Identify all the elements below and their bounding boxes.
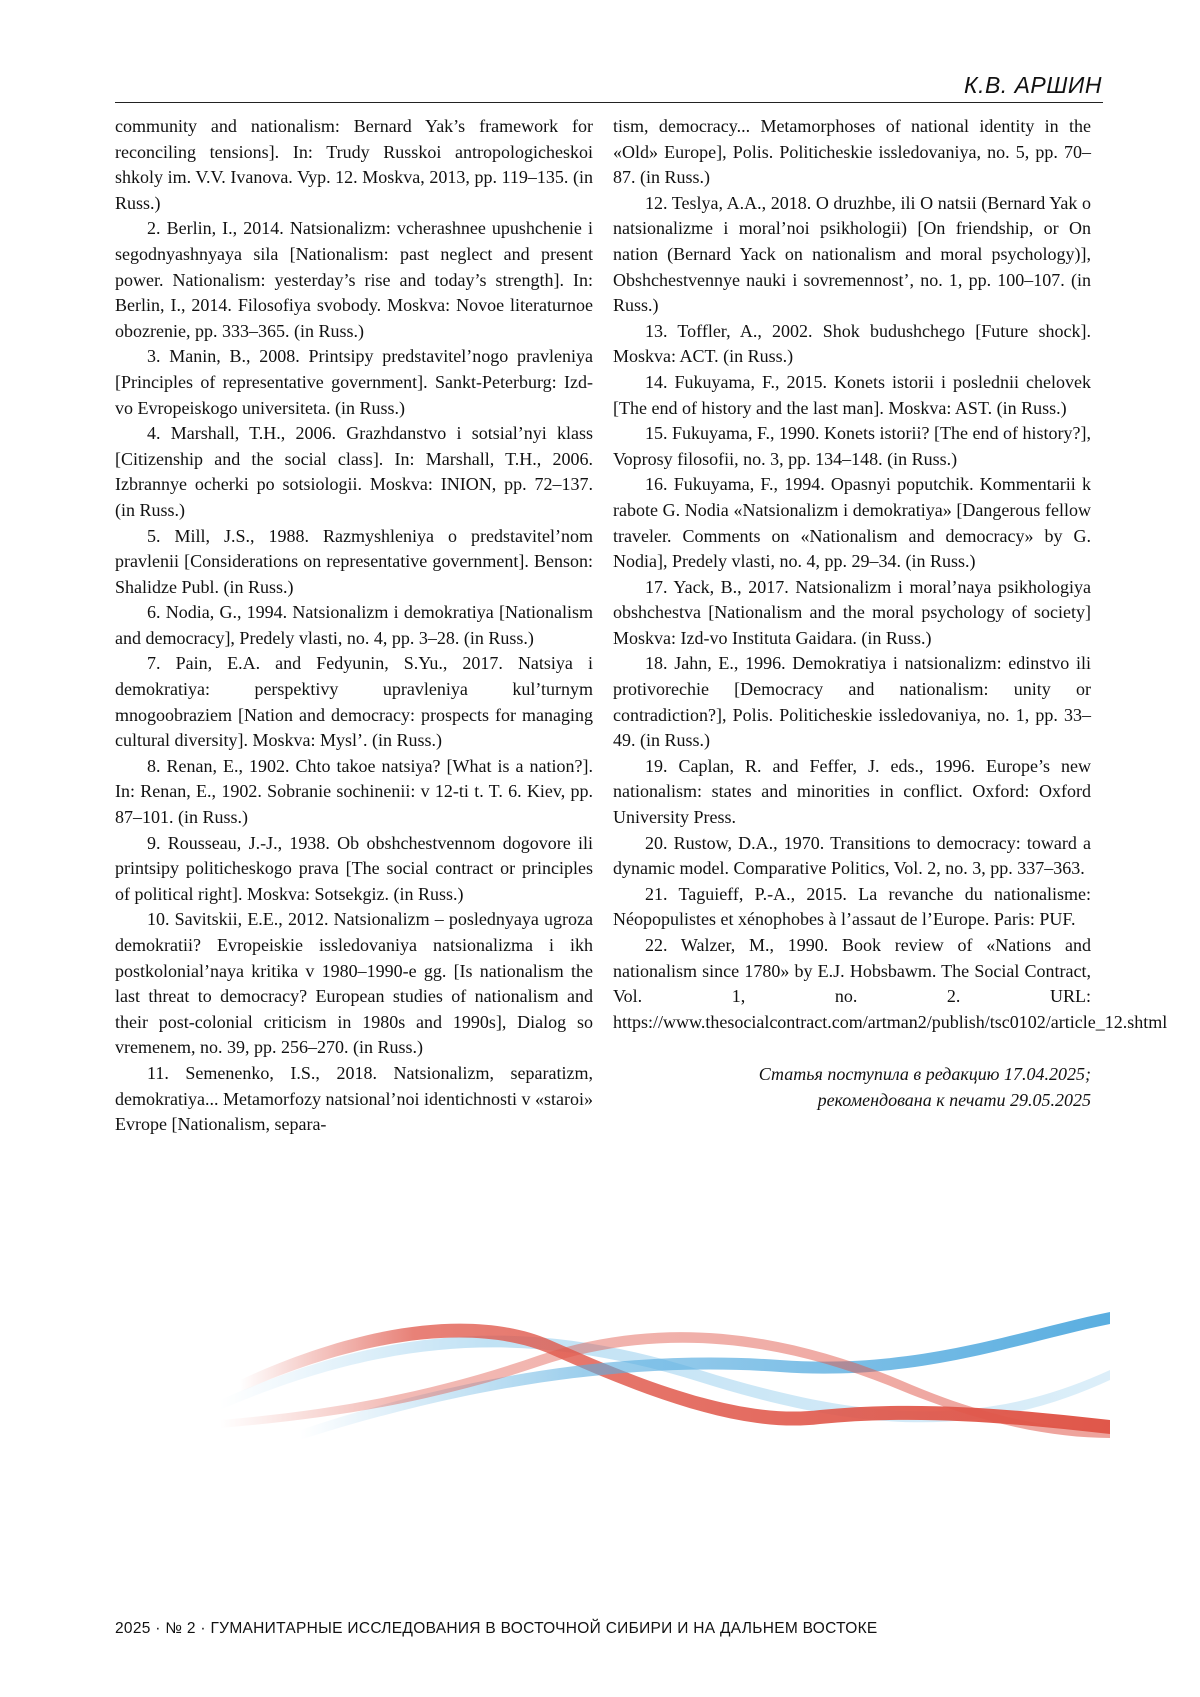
references-column-left	[115, 114, 593, 1138]
reference-item: 12. Teslya, A.A., 2018. O druzhbe, ili O natsii (Bernard Yak o natsionalizme i moral’noi psikhologii) [On friendship, or On nation (Bernard Yack on nationalism and moral psychology)], Obshchestvennye nauki i sovremennost’, no. 1, pp. 100–107. (in Russ.)	[613, 192, 1091, 316]
reference-item: 15. Fukuyama, F., 1990. Konets istorii? [The end of history?], Voprosy filosofii, no. 3, pp. 134–148. (in Russ.)	[613, 423, 1091, 469]
reference-item: 2. Berlin, I., 2014. Natsionalizm: vcherashnee upushchenie i segodnyashnyaya sila [Nationalism: past neglect and present power. Nationalism: yesterday’s rise and today’s strength]. In: Berlin, I., 2014. Filosofiya svobody. Moskva: Novoe literaturnoe obozrenie, pp. 333–365. (in Russ.)	[115, 218, 593, 341]
reference-item: 21. Taguieff, P.-A., 2015. La revanche du nationalisme: Néopopulistes et xénophobes à l’assaut de l’Europe. Paris: PUF.	[613, 883, 1091, 930]
reference-item: 3. Manin, B., 2008. Printsipy predstavitel’nogo pravleniya [Principles of representative government]. Sankt-Peterburg: Izd-vo Evropeiskogo universiteta. (in Russ.)	[115, 346, 593, 418]
reference-item: 19. Caplan, R. and Feffer, J. eds., 1996. Europe’s new nationalism: states and minorities in conflict. Oxford: Oxford University Press.	[613, 755, 1091, 828]
reference-item: 8. Renan, E., 1902. Chto takoe natsiya? [What is a nation?]. In: Renan, E., 1902. Sobranie sochinenii: v 12-ti t. T. 6. Kiev, pp. 87–101. (in Russ.)	[115, 755, 593, 828]
reference-item: 16. Fukuyama, F., 1994. Opasnyi poputchik. Kommentarii k rabote G. Nodia «Natsionalizm i demokratiya» [Dangerous fellow traveler. Comments on «Nationalism and democracy» by G. Nodia], Predely vlasti, no. 4, pp. 29–34. (in Russ.)	[613, 474, 1091, 572]
header-rule	[115, 102, 1103, 103]
reference-item: tism, democracy... Metamorphoses of national identity in the «Old» Europe], Polis. Politicheskie issledovaniya, no. 5, pp. 70–87. (in Russ.)	[613, 116, 1091, 188]
received-date: Статья поступила в редакцию 17.04.2025;	[758, 1064, 1091, 1085]
running-header-author: К.В. АРШИН	[964, 72, 1102, 98]
reference-item: community and nationalism: Bernard Yak’s framework for reconciling tensions]. In: Trudy Russkoi antropologicheskoi shkoly im. V.V. Ivanova. Vyp. 12. Moskva, 2013, pp. 119–135. (in Russ.)	[115, 116, 593, 213]
reference-item: 17. Yack, B., 2017. Natsionalizm i moral’naya psikhologiya obshchestva [Nationalism and the moral psychology of society] Moskva: Izd-vo Instituta Gaidara. (in Russ.)	[613, 576, 1091, 648]
reference-item: 11. Semenenko, I.S., 2018. Natsionalizm, separatizm, demokratiya... Metamorfozy natsional’noi identichnosti v «staroi» Evrope [Nationalism, separa-	[115, 1062, 593, 1135]
journal-footer: 2025 · № 2 · ГУМАНИТАРНЫЕ ИССЛЕДОВАНИЯ В ВОСТОЧНОЙ СИБИРИ И НА ДАЛЬНЕМ ВОСТОКЕ	[115, 1620, 878, 1637]
reference-item: 6. Nodia, G., 1994. Natsionalizm i demokratiya [Nationalism and democracy], Predely vlasti, no. 4, pp. 3–28. (in Russ.)	[115, 602, 593, 648]
references-column-right	[613, 114, 1168, 1113]
reference-item: 5. Mill, J.S., 1988. Razmyshleniya o predstavitel’nom pravlenii [Considerations on representative government]. Benson: Shalidze Publ. (in Russ.)	[115, 525, 593, 597]
recommended-date: рекомендована к печати 29.05.2025	[817, 1090, 1091, 1111]
reference-item: 4. Marshall, T.H., 2006. Grazhdanstvo i sotsial’nyi klass [Citizenship and the social class]. In: Marshall, T.H., 2006. Izbrannye ocherki po sotsiologii. Moskva: INION, pp. 72–137. (in Russ.)	[115, 423, 593, 520]
reference-item: 7. Pain, E.A. and Fedyunin, S.Yu., 2017. Natsiya i demokratiya: perspektivy upravleniya kul’turnym mnogoobraziem [Nation and democracy: prospects for managing cultural diversity]. Moskva: Mysl’. (in Russ.)	[115, 653, 593, 751]
decorative-wave-graphic	[220, 1310, 1110, 1450]
reference-item: 14. Fukuyama, F., 2015. Konets istorii i poslednii chelovek [The end of history and the last man]. Moskva: AST. (in Russ.)	[613, 371, 1091, 418]
received-note	[613, 1061, 1091, 1113]
reference-item: 20. Rustow, D.A., 1970. Transitions to democracy: toward a dynamic model. Comparative Politics, Vol. 2, no. 3, pp. 337–363.	[613, 832, 1091, 879]
reference-item: 13. Toffler, A., 2002. Shok budushchego [Future shock]. Moskva: ACT. (in Russ.)	[613, 320, 1091, 367]
reference-item: 22. Walzer, M., 1990. Book review of «Nations and nationalism since 1780» by E.J. Hobsbawm. The Social Contract, Vol. 1, no. 2. URL: https://www.thesocialcontract.com/artman2/publish/tsc0102/article_12.shtml	[613, 935, 1168, 1032]
reference-item: 18. Jahn, E., 1996. Demokratiya i natsionalizm: edinstvo ili protivorechie [Democracy and nationalism: unity or contradiction?], Polis. Politicheskie issledovaniya, no. 1, pp. 33–49. (in Russ.)	[613, 653, 1091, 751]
reference-item: 9. Rousseau, J.-J., 1938. Ob obshchestvennom dogovore ili printsipy politicheskogo prava [The social contract or principles of political right]. Moskva: Sotsekgiz. (in Russ.)	[115, 832, 593, 904]
reference-item: 10. Savitskii, E.E., 2012. Natsionalizm – poslednyaya ugroza demokratii? Evropeiskie issledovaniya natsionalizma i ikh postkolonial’naya kritika v 1980–1990-e gg. [Is nationalism the last threat to democracy? European studies of nationalism and their post-colonial criticism in 1980s and 1990s], Dialog so vremenem, no. 39, pp. 256–270. (in Russ.)	[115, 909, 593, 1058]
